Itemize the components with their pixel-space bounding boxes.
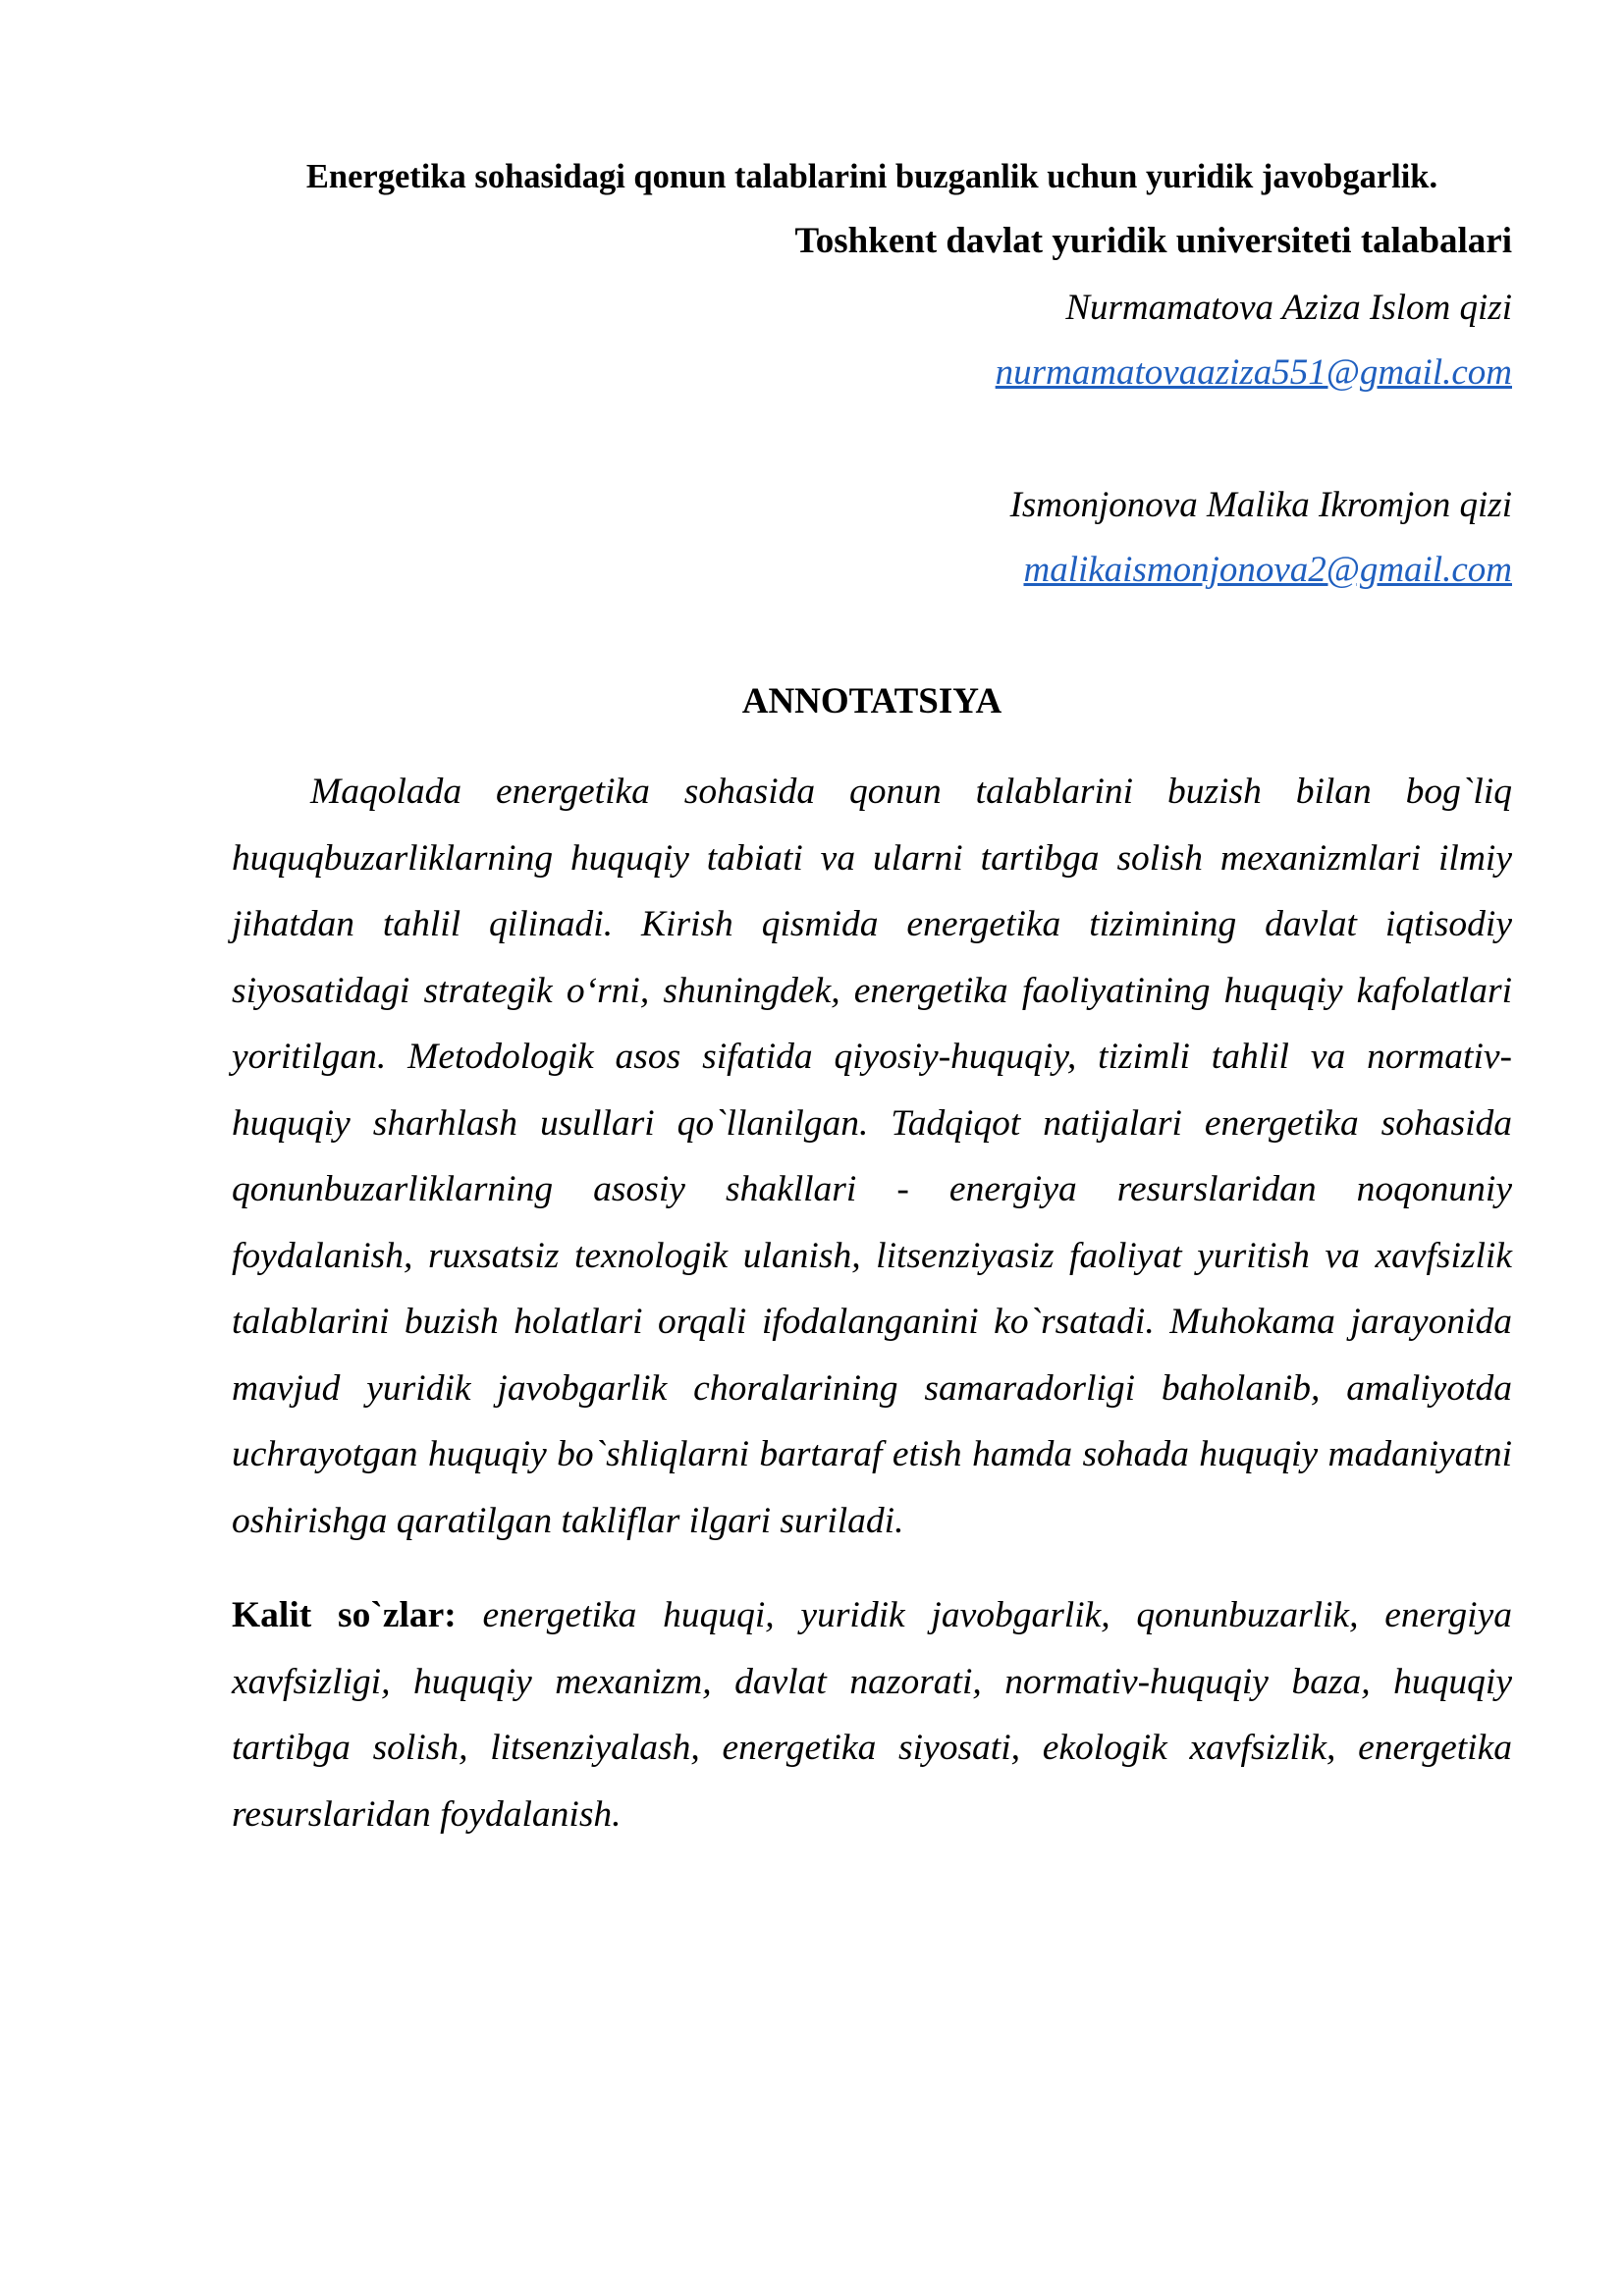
keywords-paragraph [232,1582,1512,1847]
keywords-text: energetika huquqi, yuridik javobgarlik, qonunbuzarlik, energiya xavfsizligi, huquqiy mexanizm, davlat nazorati, normativ-huquqiy baza, huquqiy tartibga solish, litsenziyalash, energetika siyosati, ekologik xavfsizlik, energetika resurslaridan foydalanish. [232,1595,1512,1835]
author-email-link-1[interactable]: nurmamatovaaziza551@gmail.com [995,352,1512,393]
author-email-link-2[interactable]: malikaismonjonova2@gmail.com [1023,550,1512,590]
abstract-paragraph: Maqolada energetika sohasida qonun talablarini buzish bilan bog`liq huquqbuzarliklarning huquqiy tabiati va ularni tartibga solish mexanizmlari ilmiy jihatdan tahlil qilinadi. Kirish qismida energetika tizimining davlat iqtisodiy siyosatidagi strategik o‘rni, shuningdek, energetika faoliyatining huquqiy kafolatlari yoritilgan. Metodologik asos sifatida qiyosiy-huquqiy, tizimli tahlil va normativ-huquqiy sharhlash usullari qo`llanilgan. Tadqiqot natijalari energetika sohasida qonunbuzarliklarning asosiy shakllari - energiya resurslaridan noqonuniy foydalanish, ruxsatsiz texnologik ulanish, litsenziyasiz faoliyat yuritish va xavfsizlik talablarini buzish holatlari orqali ifodalanganini ko`rsatadi. Muhokama jarayonida mavjud yuridik javobgarlik choralarining samaradorligi baholanib, amaliyotda uchrayotgan huquqiy bo`shliqlarni bartaraf etish hamda sohada huquqiy madaniyatni oshirishga qaratilgan takliflar ilgari suriladi. [232,772,1512,1541]
abstract-heading: ANNOTATSIYA [741,681,1002,721]
author-name-1: Nurmamatova Aziza Islom qizi [1065,288,1512,328]
author-affiliation: Toshkent davlat yuridik universiteti talabalari [794,221,1512,261]
keywords-label: Kalit so`zlar: [232,1595,457,1635]
article-title: Energetika sohasidagi qonun talablarini buzganlik uchun yuridik javobgarlik. [305,158,1438,195]
author-name-2: Ismonjonova Malika Ikromjon qizi [1009,485,1512,525]
